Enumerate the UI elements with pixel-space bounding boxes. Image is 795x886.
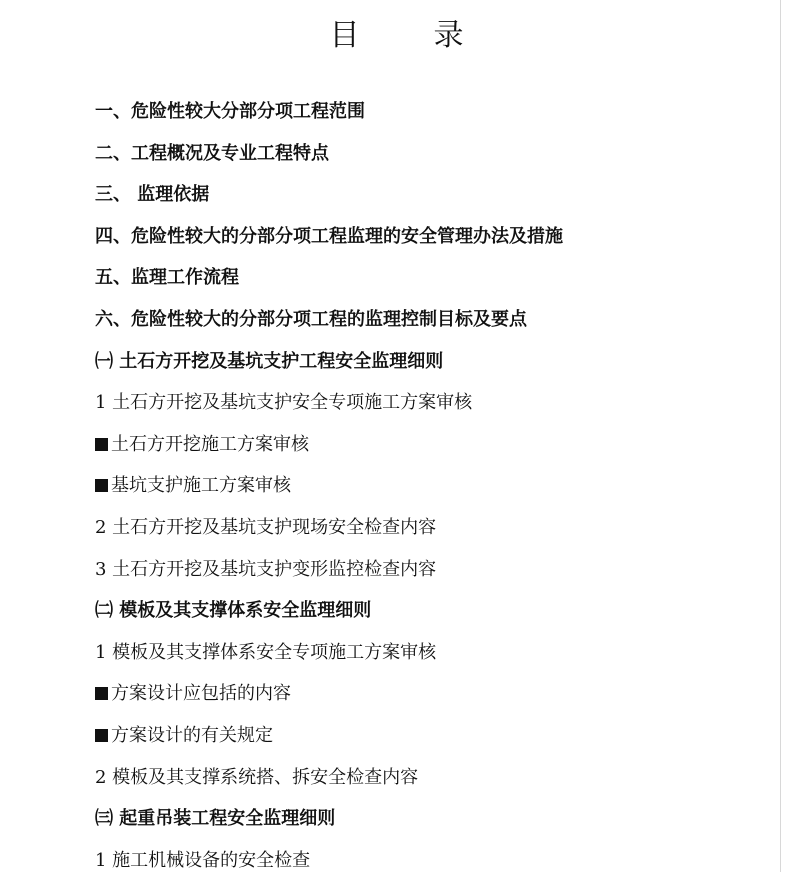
toc-entry-text: 2 模板及其支撑系统搭、拆安全检查内容 bbox=[95, 766, 419, 788]
toc-entry-text: 方案设计的有关规定 bbox=[111, 724, 273, 746]
toc-entry[interactable] bbox=[95, 803, 755, 845]
toc-entry[interactable] bbox=[95, 387, 755, 429]
toc-entry[interactable] bbox=[95, 346, 755, 388]
toc-entry-text: 一、危险性较大分部分项工程范围 bbox=[95, 101, 365, 122]
toc-entry[interactable] bbox=[95, 637, 755, 679]
toc-entry-text: 1 施工机械设备的安全检查 bbox=[95, 849, 311, 871]
toc-entry[interactable] bbox=[95, 845, 755, 886]
toc-entry[interactable] bbox=[95, 304, 755, 346]
square-bullet-icon bbox=[95, 729, 108, 742]
toc-entry[interactable] bbox=[95, 221, 755, 263]
page-edge-divider bbox=[780, 0, 781, 872]
toc-entry-text: 五、监理工作流程 bbox=[95, 267, 239, 289]
page-title bbox=[0, 10, 795, 54]
toc-entry[interactable] bbox=[95, 678, 755, 720]
toc-entry-text: 1 模板及其支撑体系安全专项施工方案审核 bbox=[95, 641, 437, 663]
toc-entry[interactable] bbox=[95, 595, 755, 637]
title-char-1: 目 bbox=[329, 18, 362, 53]
square-bullet-icon bbox=[95, 687, 108, 700]
toc-entry-text: 四、危险性较大的分部分项工程监理的安全管理办法及措施 bbox=[95, 225, 563, 247]
title-char-2: 录 bbox=[433, 18, 466, 53]
toc-entry-text: 方案设计应包括的内容 bbox=[111, 683, 291, 705]
table-of-contents bbox=[95, 96, 755, 886]
toc-entry-text: 3 土石方开挖及基坑支护变形监控检查内容 bbox=[95, 558, 437, 580]
square-bullet-icon bbox=[95, 479, 108, 492]
toc-entry-text: 土石方开挖施工方案审核 bbox=[111, 433, 309, 455]
toc-entry[interactable] bbox=[95, 262, 755, 304]
toc-entry-text: ㈠ 土石方开挖及基坑支护工程安全监理细则 bbox=[95, 350, 444, 372]
toc-entry-text: ㈡ 模板及其支撑体系安全监理细则 bbox=[95, 600, 372, 622]
toc-entry-text: 六、危险性较大的分部分项工程的监理控制目标及要点 bbox=[95, 308, 527, 330]
toc-entry[interactable] bbox=[95, 179, 755, 221]
toc-entry[interactable] bbox=[95, 720, 755, 762]
square-bullet-icon bbox=[95, 438, 108, 451]
toc-entry-text: ㈢ 起重吊装工程安全监理细则 bbox=[95, 808, 336, 830]
toc-entry[interactable] bbox=[95, 138, 755, 180]
toc-entry[interactable] bbox=[95, 554, 755, 596]
toc-entry-text: 二、工程概况及专业工程特点 bbox=[95, 142, 329, 164]
toc-entry[interactable] bbox=[95, 96, 755, 138]
toc-entry[interactable] bbox=[95, 470, 755, 512]
toc-entry-text: 2 土石方开挖及基坑支护现场安全检查内容 bbox=[95, 516, 437, 538]
toc-entry-text: 三、 监理依据 bbox=[95, 184, 210, 206]
toc-entry-text: 1 土石方开挖及基坑支护安全专项施工方案审核 bbox=[95, 392, 473, 414]
toc-entry[interactable] bbox=[95, 762, 755, 804]
toc-entry[interactable] bbox=[95, 512, 755, 554]
toc-entry[interactable] bbox=[95, 429, 755, 471]
toc-entry-text: 基坑支护施工方案审核 bbox=[111, 475, 291, 497]
